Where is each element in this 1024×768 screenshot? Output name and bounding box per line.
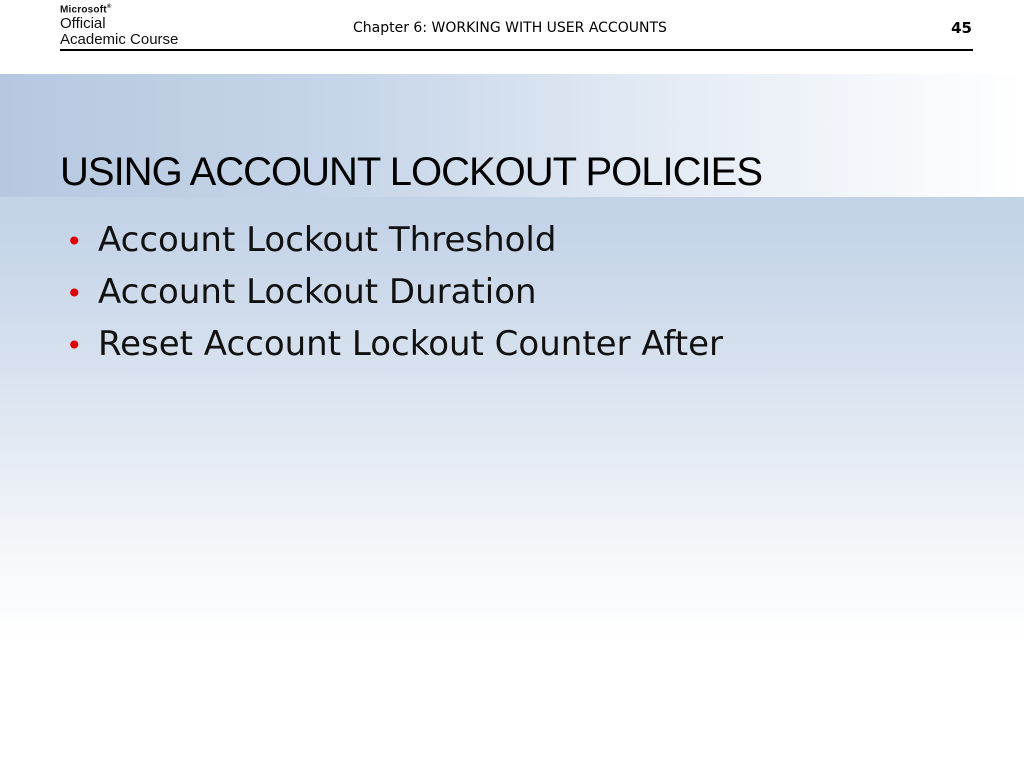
bullet-item bbox=[66, 220, 723, 272]
bullet-item bbox=[66, 324, 723, 376]
chapter-title: Chapter 6: WORKING WITH USER ACCOUNTS bbox=[353, 20, 667, 36]
bullet-list bbox=[66, 220, 723, 376]
bullet-text: Account Lockout Duration bbox=[98, 272, 537, 312]
bullet-text: Reset Account Lockout Counter After bbox=[98, 324, 723, 364]
bullet-text: Account Lockout Threshold bbox=[98, 220, 557, 260]
bullet-item bbox=[66, 272, 723, 324]
header-divider bbox=[60, 49, 973, 51]
page-number: 45 bbox=[951, 19, 972, 37]
bullet-icon: • bbox=[66, 329, 83, 362]
bullet-icon: • bbox=[66, 225, 83, 258]
bullet-icon: • bbox=[66, 277, 83, 310]
microsoft-official-academic-course-logo: Microsoft® Official Academic Course bbox=[60, 4, 179, 49]
slide-title: USING ACCOUNT LOCKOUT POLICIES bbox=[60, 150, 763, 194]
